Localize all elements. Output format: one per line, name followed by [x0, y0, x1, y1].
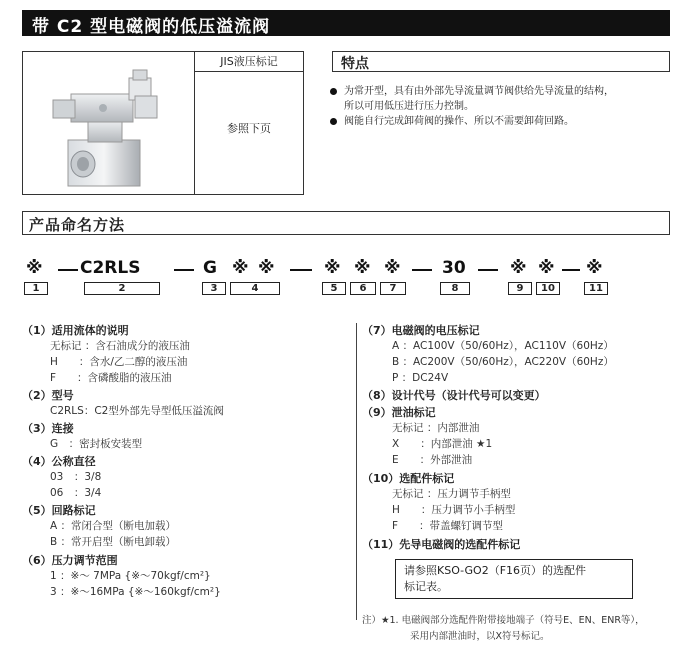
code-number-box: 6	[350, 282, 376, 295]
code-number-box: 1	[24, 282, 48, 295]
code-token: C2RLS	[80, 258, 141, 278]
jis-symbol-box	[194, 51, 304, 195]
code-dash	[412, 269, 432, 271]
page-title: 带 C2 型电磁阀的低压溢流阀	[32, 17, 271, 37]
code-token: ※	[384, 258, 401, 278]
model-code-line	[0, 258, 690, 282]
section-line: F ：含磷酸脂的液压油	[50, 372, 172, 384]
section-line: B ：常开启型（断电卸载）	[50, 536, 177, 548]
code-token: ※	[510, 258, 527, 278]
section-line: H ：压力调节小手柄型	[392, 504, 516, 516]
section-title: （7）电磁阀的电压标记	[362, 324, 480, 337]
code-token: ※	[258, 258, 275, 278]
features-title: 特点	[341, 56, 369, 72]
section-line: 无标记 ：含石油成分的液压油	[50, 340, 190, 352]
section-title: （3）连接	[22, 422, 74, 435]
section-title: （9）泄油标记	[362, 406, 436, 419]
code-number-box: 2	[84, 282, 160, 295]
reference-line: 标记表。	[404, 580, 448, 593]
section-title: （10）选配件标记	[362, 472, 455, 485]
feature-line: 阀能自行完成卸荷阀的操作、所以不需要卸荷回路。	[344, 116, 574, 127]
code-token: ※	[26, 258, 43, 278]
feature-line: 所以可用低压进行压力控制。	[344, 101, 474, 112]
section-title: （11）先导电磁阀的选配件标记	[362, 538, 521, 551]
naming-header	[22, 211, 670, 235]
section-title: （2）型号	[22, 389, 74, 402]
section-line: 无标记 ：内部泄油	[392, 422, 480, 434]
code-token: ※	[354, 258, 371, 278]
code-dash	[478, 269, 498, 271]
jis-header: JIS液压标记	[195, 52, 303, 72]
bullet-icon	[330, 88, 337, 95]
section-title: （8）设计代号（设计代号可以变更）	[362, 389, 546, 402]
footnote-line: 采用内部泄油时，以X符号标记。	[410, 631, 550, 642]
code-number-box: 8	[440, 282, 470, 295]
naming-title: 产品命名方法	[29, 216, 126, 234]
code-number-box: 7	[380, 282, 406, 295]
code-number-box: 5	[322, 282, 346, 295]
section-title: （1）适用流体的说明	[22, 324, 129, 337]
section-line: A ：常闭合型（断电加载）	[50, 520, 177, 532]
code-token: ※	[538, 258, 555, 278]
code-number-box: 4	[230, 282, 280, 295]
section-line: A ：AC100V（50/60Hz），AC110V（60Hz）	[392, 340, 614, 352]
section-line: G ：密封板安装型	[50, 438, 143, 450]
reference-line: 请参照KSO-GO2（F16页）的选配件	[404, 564, 587, 577]
valve-product-image	[23, 52, 194, 194]
code-number-box: 3	[202, 282, 226, 295]
feature-item	[330, 84, 670, 114]
code-token: ※	[586, 258, 603, 278]
section-line: P ：DC24V	[392, 372, 449, 384]
feature-item	[330, 114, 670, 129]
bullet-icon	[330, 118, 337, 125]
section-line: 06 ：3/4	[50, 487, 102, 499]
features-header	[332, 51, 670, 72]
feature-line: 为常开型，具有由外部先导流量调节阀供给先导流量的结构，	[344, 86, 614, 97]
section-line: X ：内部泄油 ★1	[392, 438, 493, 450]
code-dash	[174, 269, 194, 271]
section-line: 无标记 ：压力调节手柄型	[392, 488, 511, 500]
title-bar	[22, 10, 670, 36]
product-image-frame	[22, 51, 195, 195]
code-token: G	[203, 258, 217, 278]
section-line: F ：带盖螺钉调节型	[392, 520, 504, 532]
section-line: 03 ：3/8	[50, 471, 102, 483]
jis-reference: 参照下页	[227, 122, 271, 135]
code-number-box: 9	[508, 282, 532, 295]
code-number-box: 11	[584, 282, 608, 295]
section-line: B ：AC200V（50/60Hz），AC220V（60Hz）	[392, 356, 614, 368]
code-token: ※	[324, 258, 341, 278]
code-dash	[290, 269, 312, 271]
reference-box	[395, 559, 633, 599]
section-line: E ：外部泄油	[392, 454, 473, 466]
code-dash	[58, 269, 78, 271]
section-line: H ：含水/乙二醇的液压油	[50, 356, 188, 368]
section-line: 1 ：※～ 7MPa {※～70kgf/cm²}	[50, 570, 211, 582]
code-token: ※	[232, 258, 249, 278]
section-title: （5）回路标记	[22, 504, 96, 517]
section-line: C2RLS：C2型外部先导型低压溢流阀	[50, 405, 224, 417]
code-dash	[562, 269, 580, 271]
footnote-line: 注）★1. 电磁阀部分选配件附带接地端子（符号E、EN、ENR等），	[362, 615, 645, 626]
section-title: （6）压力调节范围	[22, 554, 118, 567]
code-number-box: 10	[536, 282, 560, 295]
section-title: （4）公称直径	[22, 455, 96, 468]
column-divider	[356, 323, 357, 620]
code-token: 30	[442, 258, 466, 278]
section-line: 3 ：※～16MPa {※～160kgf/cm²}	[50, 586, 221, 598]
features-list	[330, 84, 670, 129]
